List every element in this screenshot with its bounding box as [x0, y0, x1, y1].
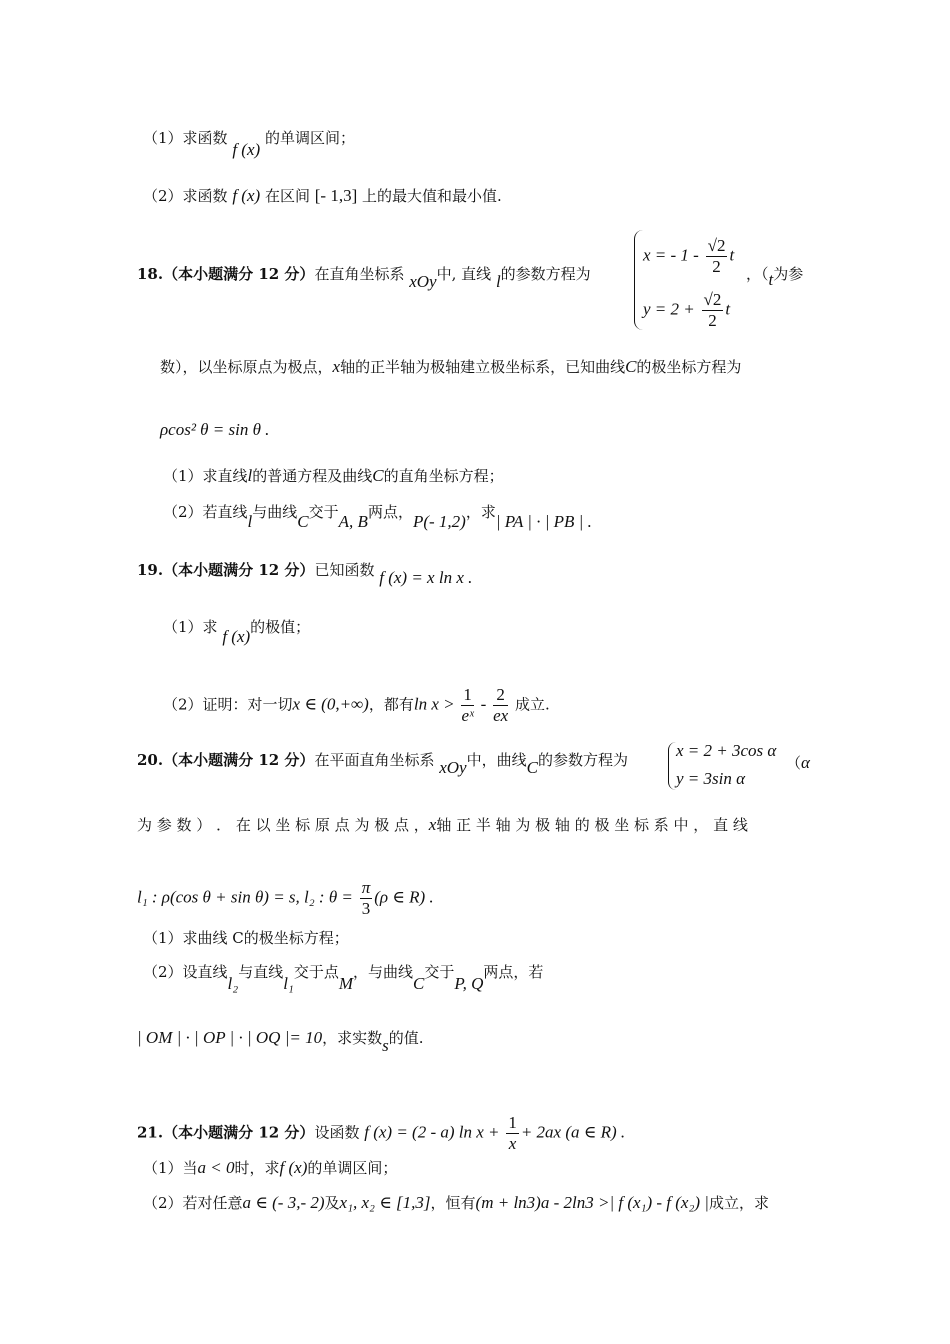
q18-line-l: l — [495, 272, 501, 291]
q18-part2-e: ，求 — [465, 503, 496, 521]
q21-func: f (x) = (2 - a) ln x + — [364, 1122, 500, 1142]
q17-part1-suffix: 的单调区间； — [264, 129, 355, 147]
q18-eq1-t: t — [729, 245, 735, 265]
q19-frac1-num: 1 — [463, 685, 472, 704]
q18-param-eq2 — [643, 290, 730, 331]
q18-part1-l: l — [247, 466, 253, 485]
q19-part2-c: 成立. — [515, 695, 550, 714]
q19-part2-b: ，都有 — [368, 695, 414, 714]
q18-part2-a: （2）若直线 — [163, 503, 248, 521]
q17-part1-func: f (x) — [232, 140, 261, 159]
q20-text-1: 在平面直角坐标系 — [314, 751, 435, 769]
q19-head: （本小题满分 12 分） — [163, 561, 315, 579]
q21-part2-c: ，恒有 — [430, 1194, 476, 1212]
q17-part2-mid: 在区间 — [264, 187, 310, 205]
q18-eq1-frac-den: 2 — [712, 257, 721, 276]
q18-part2-expr: | PA | · | PB | . — [495, 512, 592, 531]
q20-head: （本小题满分 12 分） — [163, 751, 315, 769]
q21-part1-c: 的单调区间； — [307, 1159, 398, 1177]
q18-text-3: 的参数方程为 — [500, 265, 591, 283]
q19-part2 — [163, 685, 550, 726]
q18-part2-ab: A, B — [338, 512, 368, 531]
q20-three: 3 — [361, 899, 371, 918]
q18-text-1: 在直角坐标系 — [314, 265, 405, 283]
q18-line2-a: 数），以坐标原点为极点， — [160, 358, 333, 376]
q18-eq2-frac — [702, 290, 724, 331]
q17-part2-func: f (x) — [232, 186, 261, 205]
q20-part2 — [143, 962, 544, 993]
q21-part2-x: x₁, x₂ ∈ [1,3] — [339, 1193, 431, 1212]
q19-part1-f: f (x) — [222, 627, 251, 646]
q19-frac1-den: eˣ — [461, 706, 474, 725]
q21-func-tail: + 2ax (a ∈ R) . — [520, 1122, 626, 1142]
q19-part2-minus: - — [480, 694, 487, 714]
q18-text-2: 中, 直线 — [436, 265, 492, 283]
q18-part2-c: 交于 — [308, 503, 339, 521]
q20-pi-frac — [360, 878, 373, 919]
q18-part1-b: 的普通方程及曲线 — [252, 467, 373, 485]
q20-line2-x: x — [428, 815, 437, 834]
q21-part1-b: 时，求 — [234, 1159, 280, 1177]
q18-tail-t: t — [768, 270, 774, 289]
q20-part2-expr: | OM | · | OP | · | OQ |= 10 — [137, 1028, 323, 1047]
q19-part1-a: （1）求 — [163, 618, 218, 636]
q18-line2-x: x — [332, 357, 341, 376]
q20-line-2 — [137, 815, 748, 835]
q20-part2-s: s — [382, 1036, 389, 1055]
q19-frac2-num: 2 — [493, 685, 508, 706]
q18-part2-l: l — [247, 512, 253, 531]
q18-head: （本小题满分 12 分） — [163, 265, 315, 283]
q21-number: 21. — [137, 1123, 164, 1142]
q20-part2-c: 交于点 — [293, 963, 339, 981]
q18-heading — [137, 264, 591, 291]
q19-part2-a: （2）证明：对一切 — [163, 695, 293, 714]
q21-frac — [506, 1113, 519, 1154]
q18-eq1-frac — [706, 236, 728, 277]
q21-part2 — [143, 1193, 769, 1213]
q19-part2-frac2 — [493, 685, 508, 726]
q20-part2-f: 两点，若 — [483, 963, 544, 981]
q21-text-1: 设函数 — [314, 1123, 360, 1142]
q20-part2-a: （2）设直线 — [143, 963, 228, 981]
q20-l2-tail: (ρ ∈ R) . — [374, 887, 434, 907]
q18-line-2 — [160, 357, 741, 377]
q20-eq1: x = 2 + 3cos α — [676, 741, 777, 760]
q20-eq2: y = 3sin α — [676, 769, 746, 788]
q19-text-1: 已知函数 — [314, 561, 375, 579]
q20-part2-pq: P, Q — [454, 974, 484, 993]
q20-part2-g: ，求实数 — [322, 1029, 383, 1047]
q20-l1-eq: l₁ : ρ(cos θ + sin θ) = s, l₂ : θ = — [137, 887, 353, 907]
q18-part1-a: （1）求直线 — [163, 467, 248, 485]
q18-eq2-left: y = 2 + — [643, 299, 695, 319]
q18-part2-d: 两点， — [367, 503, 413, 521]
q18-part1-c: 的直角坐标方程； — [383, 467, 504, 485]
q19-heading — [137, 560, 473, 587]
q18-line2-c-var: C — [625, 357, 637, 376]
q20-part2-m: M — [338, 974, 354, 993]
q18-eq1-left: x = - 1 - — [643, 245, 699, 265]
q17-part2 — [143, 186, 502, 206]
q17-part1 — [143, 128, 355, 159]
q20-part2-l1: l₁ — [283, 974, 294, 993]
q19-part1-b: 的极值； — [250, 618, 311, 636]
q21-part1 — [143, 1158, 397, 1178]
q19-part2-frac1 — [461, 685, 474, 726]
q18-part1 — [163, 466, 504, 486]
q21-part2-d: 成立，求 — [708, 1194, 769, 1212]
q20-part2-b: 与直线 — [238, 963, 284, 981]
q19-part1 — [163, 617, 311, 646]
q20-xoy: xOy — [439, 758, 467, 777]
q20-tail: （ — [786, 754, 802, 772]
q21-part1-cond: a < 0 — [197, 1158, 235, 1177]
q20-part2-d: ，与曲线 — [353, 963, 414, 981]
q18-param-brace — [634, 230, 643, 330]
q21-heading — [137, 1113, 625, 1154]
q21-frac-num: 1 — [508, 1113, 517, 1132]
q18-heading-tail — [746, 264, 804, 289]
q20-part2-c-var: C — [413, 974, 425, 993]
q20-part2-e: 交于 — [424, 963, 455, 981]
q18-xoy: xOy — [409, 272, 437, 291]
q20-part2-l2: l₂ — [227, 974, 239, 993]
q20-part2-h: 的值. — [388, 1029, 424, 1047]
q20-text-3: 的参数方程为 — [537, 751, 628, 769]
q20-heading-tail — [786, 753, 810, 773]
q19-part2-domain: x ∈ (0,+∞) — [292, 694, 369, 714]
q21-part1-f: f (x) — [279, 1158, 308, 1177]
q18-part2-b: 与曲线 — [252, 503, 298, 521]
q21-head: （本小题满分 12 分） — [163, 1123, 315, 1142]
q18-part2-p: P(- 1,2) — [412, 512, 466, 531]
q21-part2-ineq: (m + ln3)a - 2ln3 >| f (x₁) - f (x₂) | — [475, 1193, 709, 1212]
q21-part2-a-in: a ∈ (- 3,- 2) — [242, 1193, 325, 1212]
q17-part1-text: （1）求函数 — [143, 129, 228, 147]
q21-part2-a: （2）若对任意 — [143, 1194, 243, 1212]
q18-tail-2: 为参 — [773, 265, 804, 283]
q18-eq2-frac-num: √2 — [703, 290, 722, 309]
q21-part2-b: 及 — [324, 1194, 340, 1212]
q19-func: f (x) = x ln x . — [379, 568, 473, 587]
q19-part2-ln: ln x > — [413, 694, 455, 714]
q20-param-brace — [668, 742, 676, 790]
q18-param-eq1 — [643, 236, 734, 277]
q18-number: 18. — [137, 265, 164, 283]
q18-tail-1: ，（ — [746, 265, 769, 283]
q20-text-2: 中，曲线 — [466, 751, 527, 769]
q18-part2 — [163, 502, 592, 531]
q20-line2-b: 轴 正 半 轴 为 极 轴 的 极 坐 标 系 中 ， 直 线 — [436, 816, 748, 834]
q20-pi: π — [361, 878, 371, 897]
q20-curve-c: C — [526, 758, 538, 777]
q20-part2-cont — [137, 1028, 424, 1055]
q18-eq2-frac-den: 2 — [708, 311, 717, 330]
q18-polar-equation: ρcos² θ = sin θ . — [160, 420, 270, 439]
q17-part2-suffix: 上的最大值和最小值. — [362, 187, 502, 205]
q18-line2-c: 的极坐标方程为 — [636, 358, 742, 376]
q20-number: 20. — [137, 751, 164, 769]
q17-part2-text: （2）求函数 — [143, 187, 228, 205]
q21-frac-den: x — [508, 1134, 517, 1153]
q20-lines-eq — [137, 878, 434, 919]
q18-part2-c-var: C — [297, 512, 309, 531]
q21-part1-a: （1）当 — [143, 1159, 198, 1177]
q17-part2-interval: [- 1,3] — [314, 186, 358, 205]
q18-eq1-frac-num: √2 — [707, 236, 726, 255]
q18-eq2-t: t — [725, 299, 731, 319]
q18-part1-c-var: C — [372, 466, 384, 485]
q20-heading — [137, 750, 628, 777]
q19-number: 19. — [137, 561, 164, 579]
q20-part1: （1）求曲线 C的极坐标方程； — [143, 929, 349, 947]
q19-frac2-den: ex — [493, 706, 509, 725]
q20-line2-a: 为 参 数 ） ． 在 以 坐 标 原 点 为 极 点 ， — [137, 816, 429, 834]
q20-alpha: α — [801, 753, 810, 772]
q18-line2-b: 轴的正半轴为极轴建立极坐标系，已知曲线 — [340, 358, 626, 376]
